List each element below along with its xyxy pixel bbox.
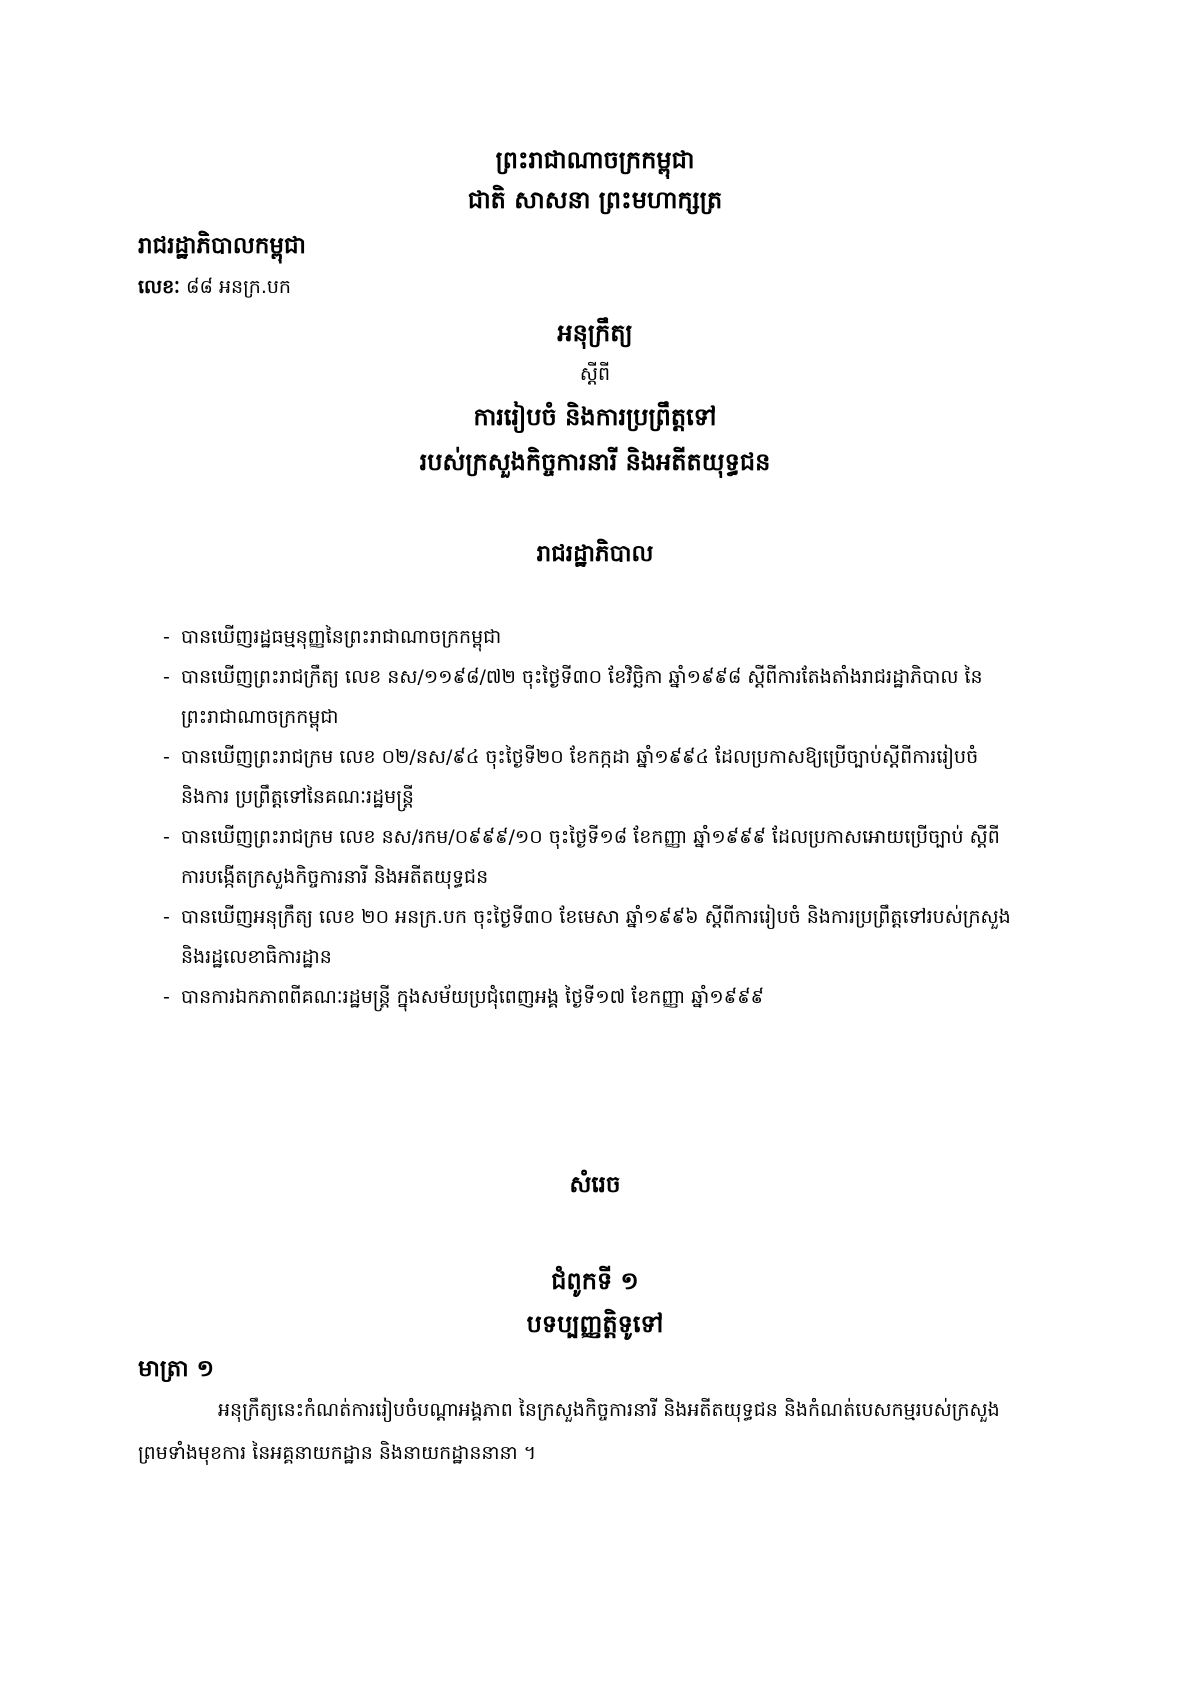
preamble-item xyxy=(163,977,1090,1017)
preamble-item-line: បានឃើញព្រះរាជក្រម លេខ នស/រកម/០៩៩៩/១០ ចុះថ្ងៃទី១៨ ខែកញ្ញា ឆ្នាំ១៩៩៩ ដែលប្រកាសអោយប្រើច្បាប់ ស្តីពី xyxy=(181,826,1000,848)
document-number-value: ៨៨ អនក្រ.បក xyxy=(186,276,291,298)
preamble-dash: - xyxy=(163,626,170,648)
preamble-item xyxy=(163,897,1090,977)
preamble-dash: - xyxy=(163,746,170,768)
preamble-item-line: បានឃើញរដ្ឋធម្មនុញ្ញនៃព្រះរាជាណាចក្រកម្ពុជា xyxy=(181,626,502,648)
subject-line-2: របស់ក្រសួងកិច្ចការនារី និងអតីតយុទ្ធជន xyxy=(419,448,771,476)
decision-heading: សំរេច xyxy=(569,1172,621,1198)
preamble-item xyxy=(163,657,1090,737)
preamble-item-line: និងរដ្ឋលេខាធិការដ្ឋាន xyxy=(181,946,332,968)
preamble-dash: - xyxy=(163,906,170,928)
preamble-item-line: និងការ ប្រព្រឹត្តទៅនៃគណៈរដ្ឋមន្ត្រី xyxy=(181,786,414,808)
preamble-item-line: ការបង្កើតក្រសួងកិច្ចការនារី និងអតីតយុទ្ធជន xyxy=(181,866,489,888)
preamble-dash: - xyxy=(163,826,170,848)
subject-line-1: ការរៀបចំ និងការប្រព្រឹត្តទៅ xyxy=(473,403,717,431)
document-number-label: លេខៈ xyxy=(138,276,180,298)
concerning-label: ស្តីពី xyxy=(579,363,611,385)
kingdom-heading: ព្រះរាជាណាចក្រកម្ពុជា xyxy=(495,146,695,174)
document-type-title: អនុក្រឹត្យ xyxy=(557,319,633,347)
preamble-dash: - xyxy=(163,986,170,1008)
preamble-item-line: បានឃើញអនុក្រឹត្យ លេខ ២០ អនក្រ.បក ចុះថ្ងៃទី៣០ ខែមេសា ឆ្នាំ១៩៩៦ ស្តីពីការរៀបចំ និងការប្រព្រឹត្តទៅរបស់ក្រសួង xyxy=(181,906,1011,928)
preamble-item-line: បានការឯកភាពពីគណៈរដ្ឋមន្ត្រី ក្នុងសម័យប្រជុំពេញអង្គ ថ្ងៃទី១៧ ខែកញ្ញា ឆ្នាំ១៩៩៩ xyxy=(181,986,764,1008)
preamble-item xyxy=(163,737,1090,817)
preamble-item-line: បានឃើញព្រះរាជក្រម លេខ ០២/នស/៩៤ ចុះថ្ងៃទី២០ ខែកក្កដា ឆ្នាំ១៩៩៤ ដែលប្រកាសឱ្យប្រើច្បាប់ស្តីពីការរៀបចំ xyxy=(181,746,979,768)
preamble-item xyxy=(163,617,1090,657)
chapter-title: បទប្បញ្ញត្តិទូទៅ xyxy=(526,1310,664,1338)
chapter-label: ជំពូកទី ១ xyxy=(551,1267,639,1295)
preamble-item-line: ព្រះរាជាណាចក្រកម្ពុជា xyxy=(181,706,339,728)
article-body-line-2: ព្រមទាំងមុខការ នៃអគ្គនាយកដ្ឋាន និងនាយកដ្ឋាននានា ។ xyxy=(138,1442,537,1464)
national-motto: ជាតិ សាសនា ព្រះមហាក្សត្រ xyxy=(467,186,723,214)
preamble-item-line: បានឃើញព្រះរាជក្រឹត្យ លេខ នស/១១៩៨/៧២ ចុះថ្ងៃទី៣០ ខែវិច្ឆិកា ឆ្នាំ១៩៩៨ ស្តីពីការតែងតាំងរាជរដ្ឋាភិបាល នៃ xyxy=(181,666,983,688)
preamble-list xyxy=(163,617,1090,1017)
preamble-item xyxy=(163,817,1090,897)
preamble-dash: - xyxy=(163,666,170,688)
article-label: មាត្រា ១ xyxy=(138,1356,215,1382)
issuer-name: រាជរដ្ឋាភិបាលកម្ពុជា xyxy=(138,233,306,259)
article-body-line-1: អនុក្រឹត្យនេះកំណត់ការរៀបចំបណ្តាអង្គភាព នៃក្រសួងកិច្ចការនារី និងអតីតយុទ្ធជន និងកំណត់បេសកម្មរបស់ក្រសួង xyxy=(218,1399,1000,1421)
authority-heading: រាជរដ្ឋាភិបាល xyxy=(536,541,654,567)
document-number xyxy=(138,276,291,299)
